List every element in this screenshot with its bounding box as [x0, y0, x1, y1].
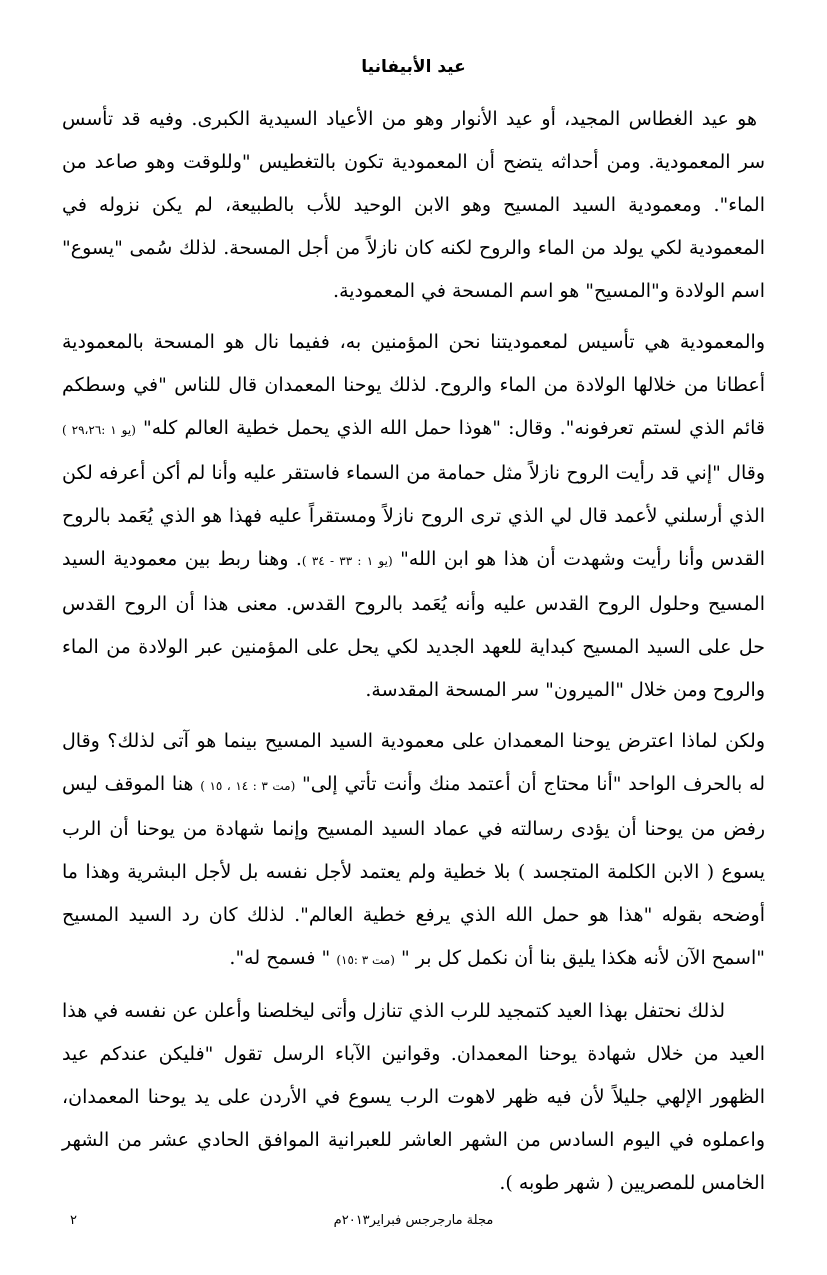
paragraph-2 [62, 321, 765, 712]
paragraph-3 [62, 720, 765, 982]
scripture-citation-john-1-33-34: (يو ١ : ٣٣ - ٣٤ ) [301, 553, 393, 568]
paragraph-3-text-end: " فسمح له". [229, 946, 337, 969]
scripture-citation-matthew-3-14-15: (مت ٣ : ١٤ ، ١٥ ) [200, 778, 296, 793]
document-body [62, 98, 765, 1205]
paragraph-3-text: ولكن لماذا اعترض يوحنا المعمدان على معمودية السيد المسيح بينما هو آتى لذلك؟ وقال له بالحرف الواحد "أنا محتاج أن أعتمد منك وأنت تأتي إلى" [62, 729, 765, 795]
paragraph-2-text-end: . وهنا ربط بين معمودية السيد المسيح وحلول الروح القدس عليه وأنه يُعَمد بالروح القدس. معنى هذا أن الروح القدس حل على السيد المسيح كبداية للعهد الجديد لكي يحل على المؤمنين عبر الولادة من الماء والروح ومن خلال "الميرون" سر المسحة المقدسة. [62, 547, 765, 701]
page-footer [0, 1213, 827, 1233]
paragraph-2-text: والمعمودية هي تأسيس لمعموديتنا نحن المؤمنين به، ففيما نال هو المسحة بالمعمودية أعطانا من خلالها الولادة من الماء والروح. لذلك يوحنا المعمدان قال للناس "في وسطكم قائم الذي لستم تعرفونه". وقال: "هوذا حمل الله الذي يحمل خطية العالم كله" [62, 330, 765, 439]
paragraph-4 [62, 990, 765, 1205]
paragraph-3-text-continued: هنا الموقف ليس رفض من يوحنا أن يؤدى رسالته في عماد السيد المسيح وإنما شهادة من يوحنا أن الرب يسوع ( الابن الكلمة المتجسد ) بلا خطية ولم يعتمد لأجل نفسه بل لأجل البشرية وهذا ما أوضحه بقوله "هذا هو حمل الله الذي يرفع خطية العالم". لذلك كان رد السيد المسيح "اسمح الآن لأنه هكذا يليق بنا أن نكمل كل بر " [62, 772, 765, 969]
paragraph-1 [62, 98, 765, 313]
scripture-citation-matthew-3-15: (مت ٣ :١٥) [336, 952, 395, 967]
paragraph-4-text: لذلك نحتفل بهذا العيد كتمجيد للرب الذي تنازل وأتى ليخلصنا وأعلن عن نفسه في هذا العيد من خلال شهادة يوحنا المعمدان. وقوانين الآباء الرسل تقول "فليكن عندكم عيد الظهور الإلهي جليلاً لأن فيه ظهر لاهوت الرب يسوع في الأردن على يد يوحنا المعمدان، واعملوه في اليوم السادس من الشهر العاشر للعبرانية الموافق الحادي عشر من الشهر الخامس للمصريين ( شهر طوبه ). [62, 999, 765, 1194]
footer-page-number: ٢ [70, 1213, 77, 1228]
page-title: عيد الأبيفانيا [361, 57, 466, 77]
paragraph-2-text-continued: وقال "إني قد رأيت الروح نازلاً مثل حمامة من السماء فاستقر عليه وأنا لم أكن أعرفه لكن الذي أرسلني لأعمد قال لي الذي ترى الروح نازلاً ومستقراً عليه فهذا هو الذي يُعَمد بالروح القدس وأنا رأيت وشهدت أن هذا هو ابن الله" [62, 461, 766, 570]
footer-journal-title: مجلة مارجرجس فبراير٢٠١٣م [333, 1213, 494, 1228]
paragraph-1-text: هو عيد الغطاس المجيد، أو عيد الأنوار وهو من الأعياد السيدية الكبرى. وفيه قد تأسس سر المعمودية. ومن أحداثه يتضح أن المعمودية تكون بالتغطيس "وللوقت وهو صاعد من الماء". ومعمودية السيد المسيح وهو الابن الوحيد للأب بالطبيعة، لم يكن نزوله في المعمودية لكي يولد من الماء والروح لكنه كان نازلاً من أجل المسحة. لذلك سُمى "يسوع" اسم الولادة و"المسيح" هو اسم المسحة في المعمودية. [62, 107, 765, 302]
scripture-citation-john-1-26-29: (يو ١ :٢٩،٢٦ ) [62, 422, 136, 437]
